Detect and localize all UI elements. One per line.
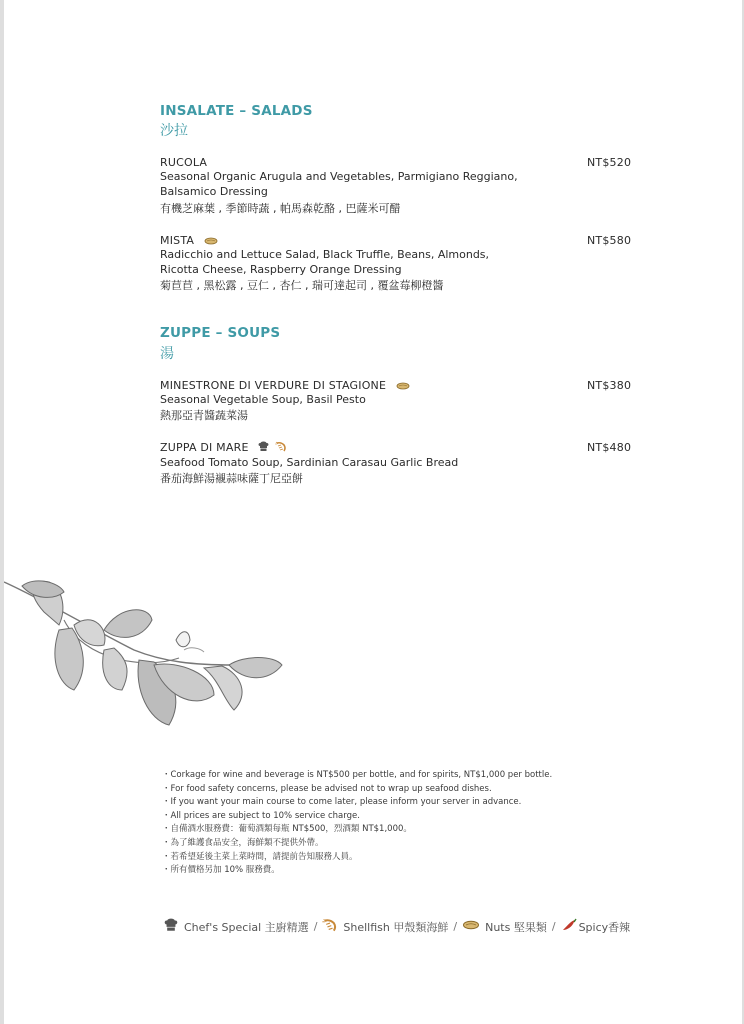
legend-shellfish-label: Shellfish 甲殼類海鮮: [343, 920, 449, 934]
nuts-icon: [462, 920, 480, 933]
menu-item-description-line: Seasonal Organic Arugula and Vegetables, Parmigiano Reggiano,: [160, 170, 518, 183]
legend-separator: /: [313, 920, 318, 933]
menu-item-description: [160, 248, 540, 277]
menu-page: [4, 0, 742, 1024]
legend-separator: /: [551, 920, 556, 933]
menu-item-price: NT$380: [587, 379, 632, 392]
menu-item-price: NT$480: [587, 441, 632, 454]
shellfish-icon: [275, 441, 287, 455]
chef-hat-icon: [164, 918, 178, 935]
menu-item-name: ZUPPA DI MARE: [160, 441, 249, 454]
nuts-icon: [396, 380, 410, 393]
section-title-salads: INSALATE – SALADS: [160, 103, 313, 119]
menu-item-price: NT$580: [587, 234, 632, 247]
menu-item-chinese: 菊苣苣 , 黑松露 , 豆仁 , 杏仁 , 瑞可達起司 , 覆盆莓柳橙醬: [160, 279, 444, 292]
note-line: ・為了維護食品安全，海鮮類不提供外帶。: [162, 837, 324, 848]
chef-hat-icon: [258, 441, 269, 455]
note-line: ・If you want your main course to come later, please inform your server in advance.: [162, 797, 522, 808]
note-line: ・All prices are subject to 10% service charge.: [162, 810, 360, 821]
menu-item-description-line: Ricotta Cheese, Raspberry Orange Dressing: [160, 262, 402, 276]
menu-item-name: MINESTRONE DI VERDURE DI STAGIONE: [160, 379, 387, 392]
legend-spicy-label: Spicy香辣: [578, 920, 631, 934]
note-line: ・Corkage for wine and beverage is NT$500 per bottle, and for spirits, NT$1,000 per bottle.: [162, 770, 553, 780]
menu-item-name-row: [160, 441, 287, 455]
menu-item-description-line: Radicchio and Lettuce Salad, Black Truffle, Beans, Almonds,: [160, 248, 490, 261]
leaf-branch-illustration: [4, 570, 294, 730]
menu-item-name: RUCOLA: [160, 156, 208, 169]
menu-item-chinese: 有機芝麻葉 , 季節時蔬 , 帕馬森乾酪 , 巴薩米可醋: [160, 202, 401, 215]
note-line: ・若希望延後主菜上菜時間，請提前告知服務人員。: [162, 851, 358, 862]
section-title-salads-zh: 沙拉: [160, 123, 188, 139]
notes-block: [162, 769, 552, 878]
shellfish-icon: [322, 918, 338, 935]
nuts-icon: [204, 235, 218, 248]
menu-item-description: Seafood Tomato Soup, Sardinian Carasau Garlic Bread: [160, 456, 459, 469]
note-line: ・For food safety concerns, please be advised not to wrap up seafood dishes.: [162, 783, 492, 794]
icon-legend: [164, 918, 630, 935]
menu-item-price: NT$520: [587, 156, 632, 169]
menu-item-description-line: Balsamico Dressing: [160, 184, 268, 198]
legend-chef-label: Chef's Special 主廚精選: [184, 920, 309, 934]
legend-nuts-label: Nuts 堅果類: [485, 920, 547, 934]
menu-item-chinese: 番茄海鮮湯襯蒜味薩丁尼亞餅: [160, 472, 303, 485]
menu-item-name-row: [160, 234, 218, 248]
note-line: ・所有價格另加 10% 服務費。: [162, 865, 280, 876]
menu-item-name-row: [160, 379, 410, 393]
menu-item-description: [160, 170, 540, 199]
section-title-soups: ZUPPE – SOUPS: [160, 325, 281, 341]
section-title-soups-zh: 湯: [160, 346, 174, 362]
chili-pepper-icon: [561, 918, 577, 935]
menu-item-chinese: 熱那亞青醬蔬菜湯: [160, 409, 248, 422]
menu-item-name: MISTA: [160, 234, 195, 247]
menu-item-description: Seasonal Vegetable Soup, Basil Pesto: [160, 393, 366, 406]
note-line: ・自備酒水服務費：葡萄酒類每瓶 NT$500，烈酒類 NT$1,000。: [162, 824, 412, 835]
legend-separator: /: [453, 920, 458, 933]
